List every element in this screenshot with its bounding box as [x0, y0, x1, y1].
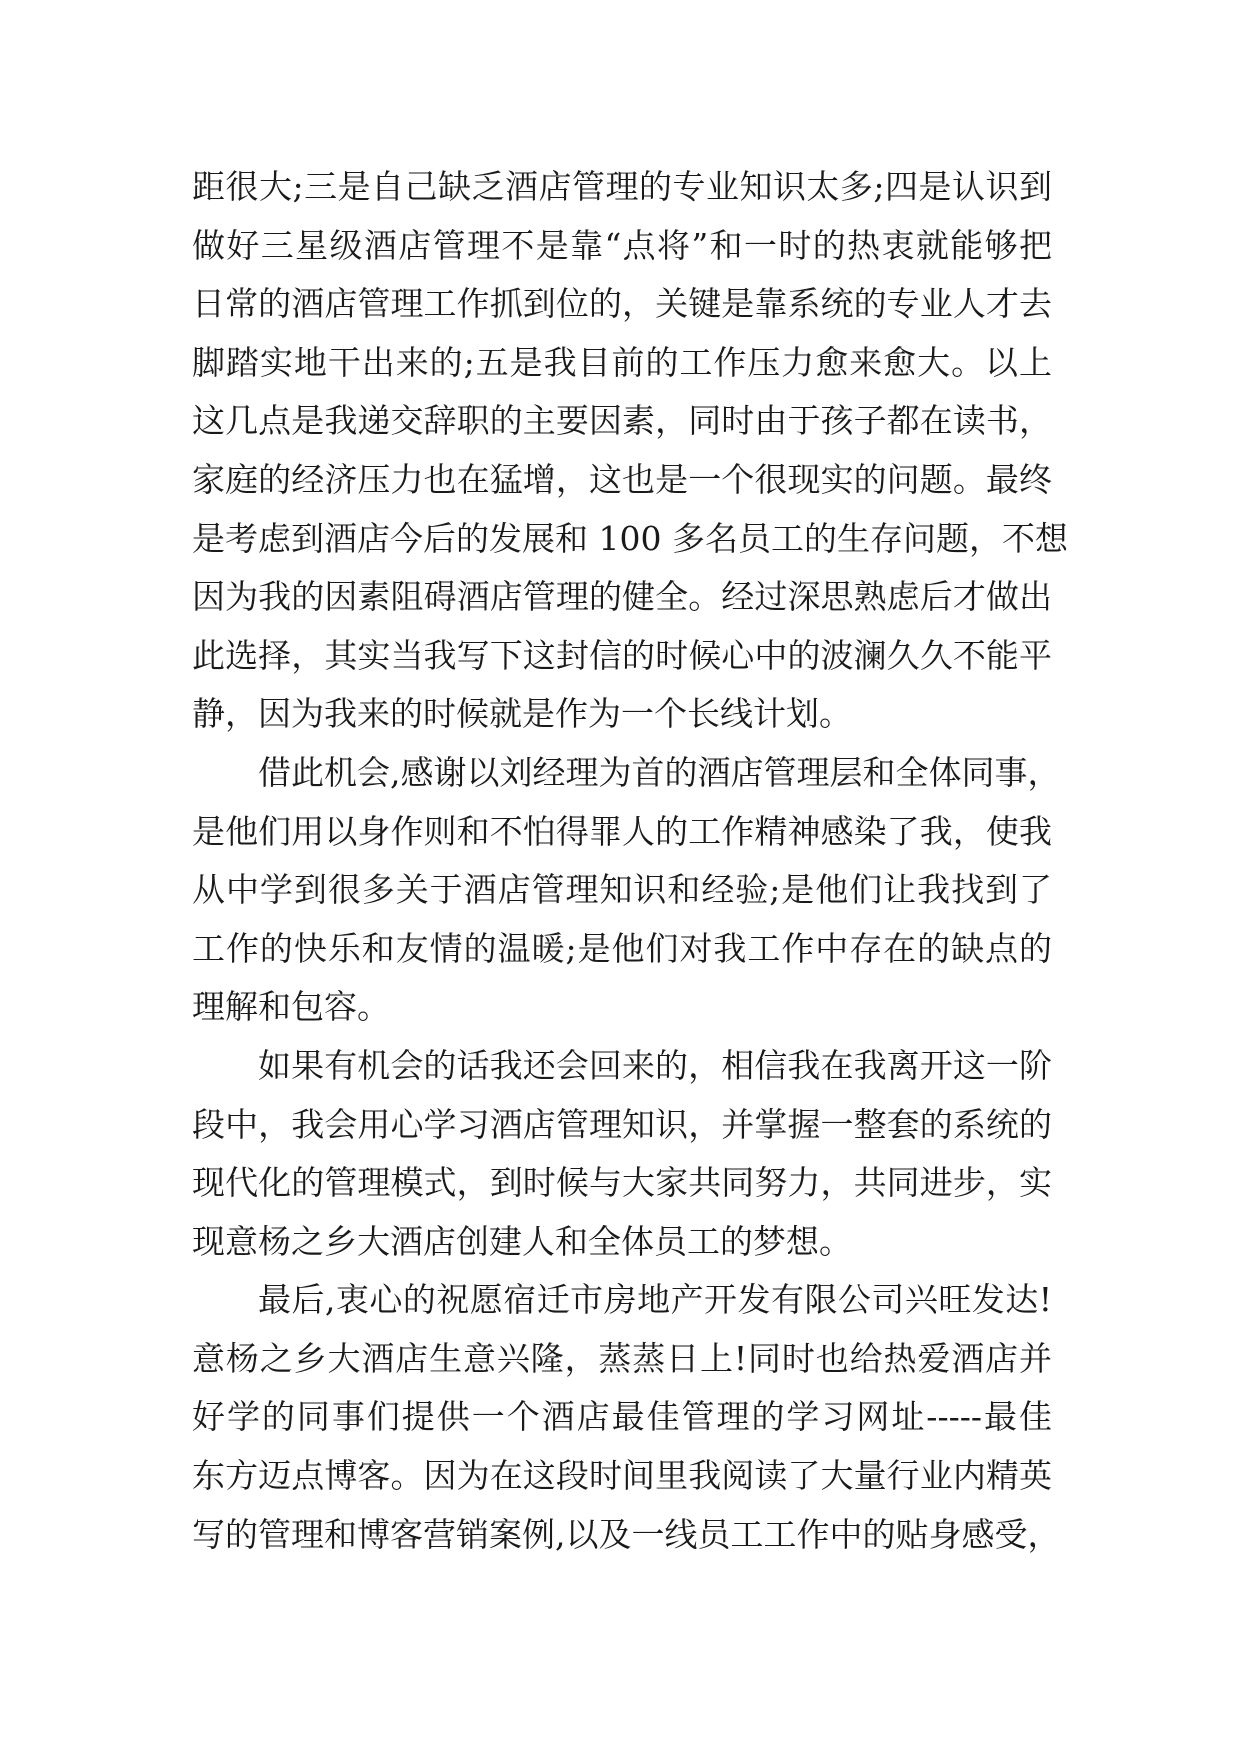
body-line: 因为我的因素阻碍酒店管理的健全。经过深思熟虑后才做出 — [192, 577, 1052, 617]
body-line: 从中学到很多关于酒店管理知识和经验;是他们让我找到了 — [192, 870, 1052, 910]
body-line: 是他们用以身作则和不怕得罪人的工作精神感染了我，使我 — [192, 811, 1052, 851]
body-line: 现代化的管理模式，到时候与大家共同努力，共同进步，实 — [192, 1163, 1052, 1203]
body-line: 这几点是我递交辞职的主要因素，同时由于孩子都在读书， — [192, 401, 1052, 441]
body-line: 段中，我会用心学习酒店管理知识，并掌握一整套的系统的 — [192, 1104, 1052, 1144]
body-line: 此选择，其实当我写下这封信的时候心中的波澜久久不能平 — [192, 635, 1052, 675]
body-line: 现意杨之乡大酒店创建人和全体员工的梦想。 — [192, 1221, 852, 1261]
body-line: 借此机会,感谢以刘经理为首的酒店管理层和全体同事， — [258, 752, 1061, 792]
body-line: 写的管理和博客营销案例,以及一线员工工作中的贴身感受， — [192, 1514, 1061, 1554]
body-line: 理解和包容。 — [192, 987, 390, 1027]
body-line: 静，因为我来的时候就是作为一个长线计划。 — [192, 694, 852, 734]
body-line: 东方迈点博客。因为在这段时间里我阅读了大量行业内精英 — [192, 1456, 1052, 1496]
body-line: 日常的酒店管理工作抓到位的，关键是靠系统的专业人才去 — [192, 284, 1052, 324]
body-line: 是考虑到酒店今后的发展和 100 多名员工的生存问题，不想 — [192, 518, 1068, 558]
body-line: 如果有机会的话我还会回来的，相信我在我离开这一阶 — [258, 1045, 1052, 1085]
body-line: 家庭的经济压力也在猛增，这也是一个很现实的问题。最终 — [192, 459, 1052, 499]
body-line: 好学的同事们提供一个酒店最佳管理的学习网址-----最佳 — [192, 1397, 1052, 1437]
body-line: 最后,衷心的祝愿宿迁市房地产开发有限公司兴旺发达! — [258, 1280, 1052, 1320]
letter-body — [192, 158, 1068, 1564]
body-line: 距很大;三是自己缺乏酒店管理的专业知识太多;四是认识到 — [192, 167, 1052, 206]
body-line: 工作的快乐和友情的温暖;是他们对我工作中存在的缺点的 — [192, 928, 1052, 968]
body-line: 做好三星级酒店管理不是靠“点将”和一时的热衷就能够把 — [192, 225, 1052, 265]
body-line: 脚踏实地干出来的;五是我目前的工作压力愈来愈大。以上 — [192, 342, 1052, 382]
body-line: 意杨之乡大酒店生意兴隆，蒸蒸日上!同时也给热爱酒店并 — [192, 1338, 1052, 1378]
